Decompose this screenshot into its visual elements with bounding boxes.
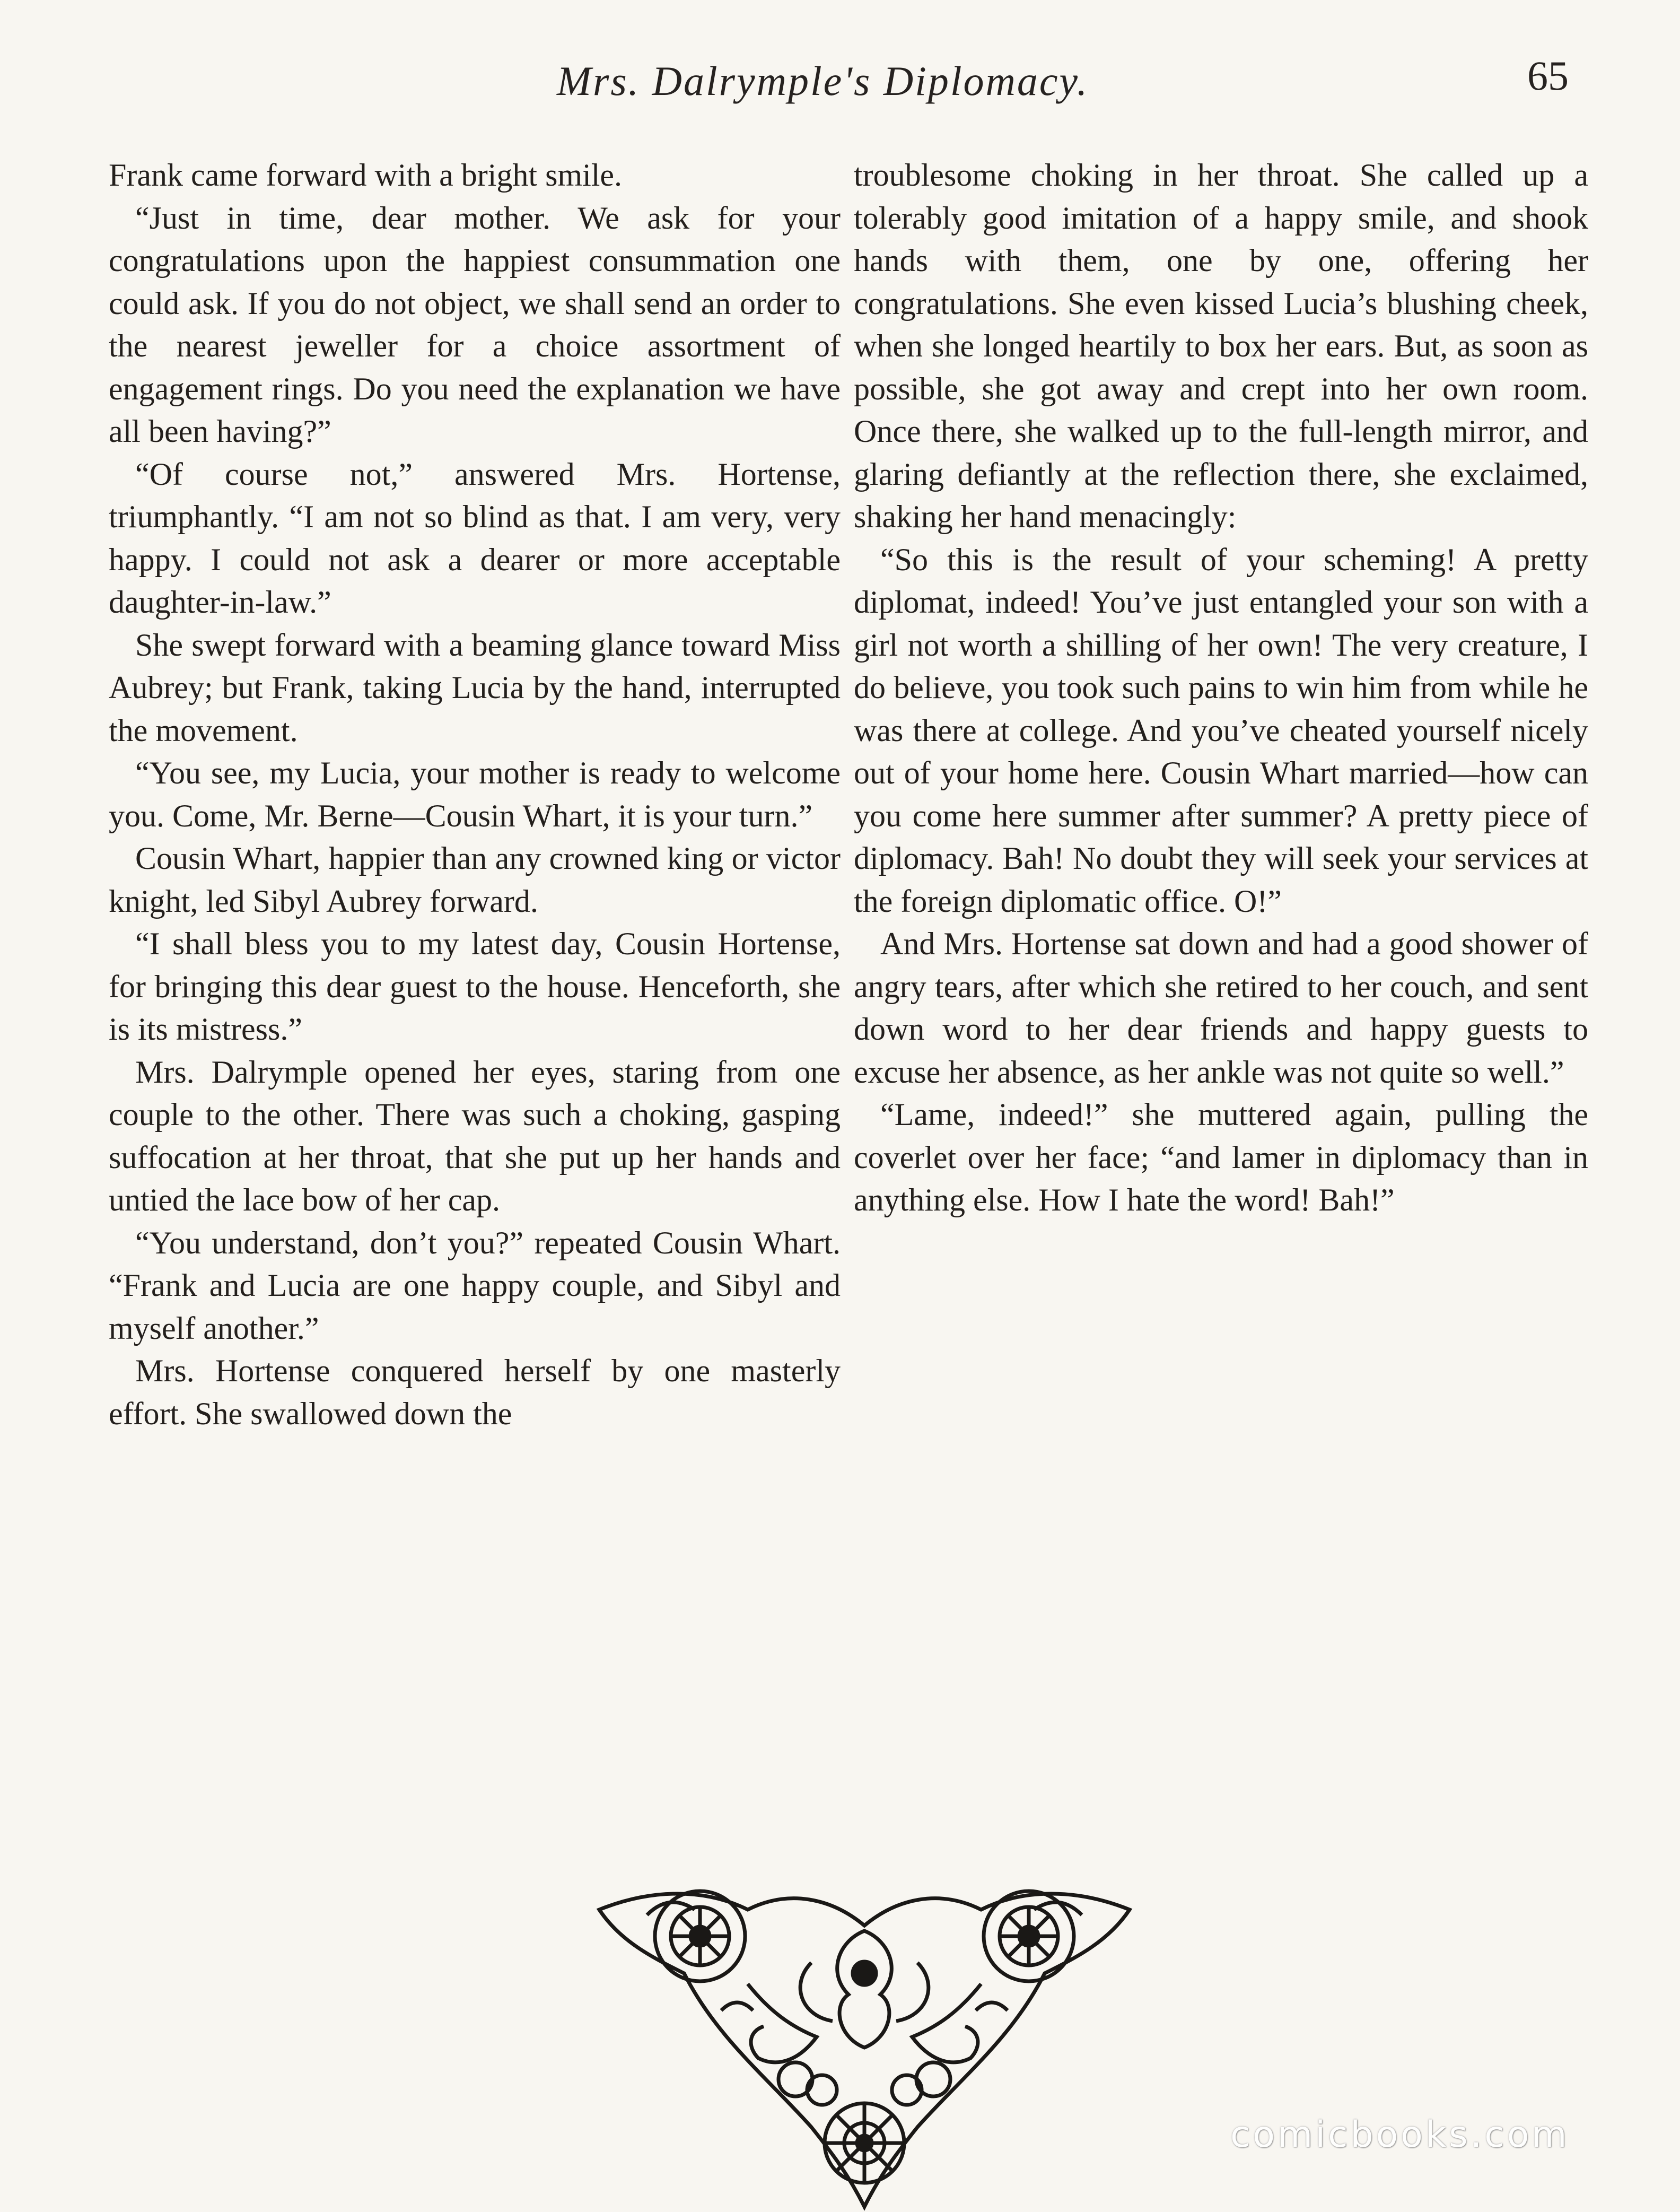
left-column <box>109 154 841 1435</box>
paragraph: “I shall bless you to my latest day, Cousin Hortense, for bringing this dear guest to the house. Henceforth, she is its mistress.” <box>109 926 841 1047</box>
running-title: Mrs. Dalrymple's Diplomacy. <box>557 58 1089 104</box>
floral-tailpiece-icon <box>589 1878 1140 2212</box>
watermark: comicbooks.com <box>1230 2114 1570 2156</box>
paragraph: “Just in time, dear mother. We ask for your congratulations upon the happiest consummation one could ask. If you do not object, we shall send an order to the nearest jeweller for a choice assortment of engagement rings. Do you need the explanation we have all been having?” <box>109 200 841 449</box>
paragraph: She swept forward with a beaming glance toward Miss Aubrey; but Frank, taking Lucia by the hand, interrupted the movement. <box>109 627 841 748</box>
paragraph: Cousin Whart, happier than any crowned king or victor knight, led Sibyl Aubrey forward. <box>109 841 841 919</box>
paragraph: And Mrs. Hortense sat down and had a good shower of angry tears, after which she retired to her couch, and sent down word to her dear friends and happy guests to excuse her absence, as her ankle was not quite so well.” <box>854 926 1588 1090</box>
paragraph: “So this is the result of your scheming! A pretty diplomat, indeed! You’ve just entangled your son with a girl not worth a shilling of her own! The very creature, I do believe, you took such pains to win him from while he was there at college. And you’ve cheated yourself nicely out of your home here. Cousin Whart married—how can you come here summer after summer? A pretty piece of diplomacy. Bah! No doubt they will seek your services at the foreign diplomatic office. O!” <box>854 542 1588 919</box>
paragraph: Mrs. Dalrymple opened her eyes, staring from one couple to the other. There was such a choking, gasping suffocation at her throat, that she put up her hands and untied the lace bow of her cap. <box>109 1054 841 1217</box>
running-head <box>0 52 1680 116</box>
paragraph: “You see, my Lucia, your mother is ready to welcome you. Come, Mr. Berne—Cousin Whart, it is your turn.” <box>109 755 841 833</box>
page-number: 65 <box>1527 53 1569 99</box>
right-column <box>854 154 1588 1222</box>
paragraph: “Of course not,” answered Mrs. Hortense, triumphantly. “I am not so blind as that. I am very, very happy. I could not ask a dearer or more acceptable daughter-in-law.” <box>109 456 841 620</box>
paragraph: “You understand, don’t you?” repeated Cousin Whart. “Frank and Lucia are one happy couple, and Sibyl and myself another.” <box>109 1225 841 1346</box>
paragraph: Frank came forward with a bright smile. <box>109 158 623 193</box>
paragraph: troublesome choking in her throat. She called up a tolerably good imitation of a happy smile, and shook hands with them, one by one, offering her congratulations. She even kissed Lucia’s blushing cheek, when she longed heartily to box her ears. But, as soon as possible, she got away and crept into her own room. Once there, she walked up to the full-length mirror, and glaring defiantly at the reflection there, she exclaimed, shaking her hand menacingly: <box>854 158 1588 534</box>
paragraph: Mrs. Hortense conquered herself by one masterly effort. She swallowed down the <box>109 1353 841 1431</box>
paragraph: “Lame, indeed!” she muttered again, pulling the coverlet over her face; “and lamer in diplomacy than in anything else. How I hate the word! Bah!” <box>854 1097 1588 1217</box>
